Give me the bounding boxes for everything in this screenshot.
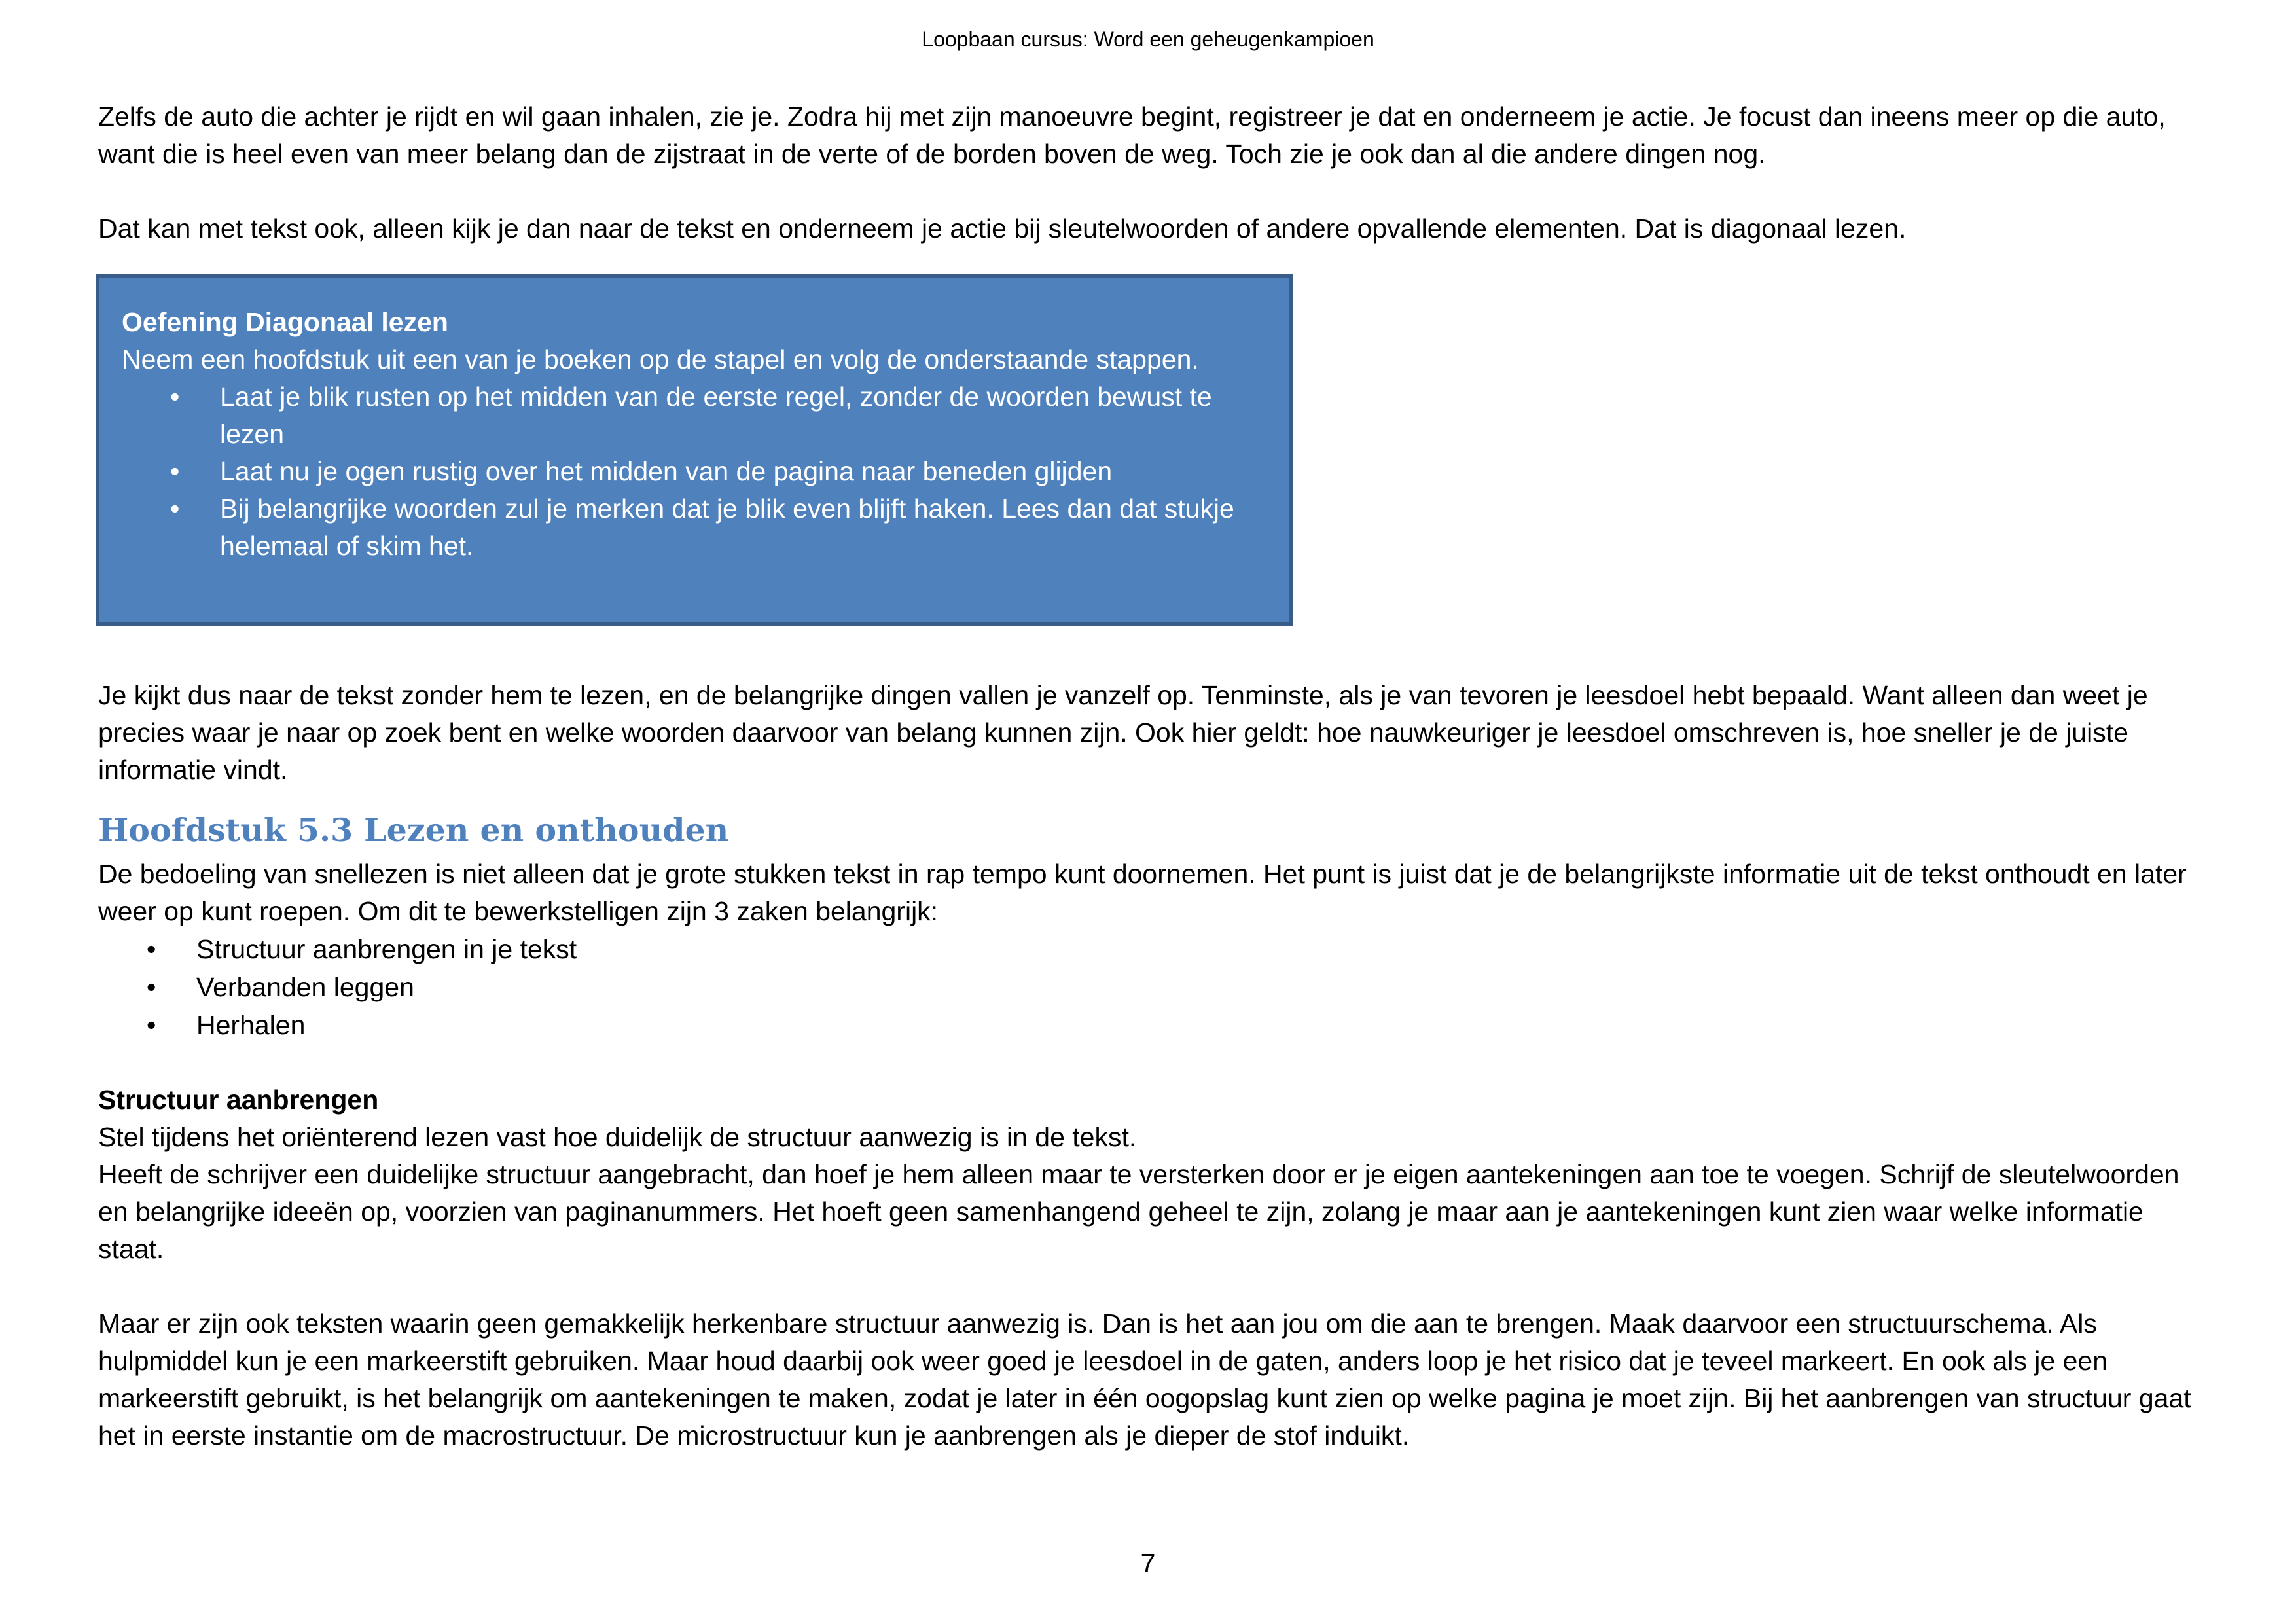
- exercise-title: Oefening Diagonaal lezen: [122, 307, 448, 337]
- paragraph-author-structure: Heeft de schrijver een duidelijke structuur aangebracht, dan hoef je hem alleen maar te versterken door er je eigen aantekeningen aan toe te voegen. Schrijf de sleutelwoorden en belangrijke ideeën op, voorzien van paginanummers. Het hoeft geen samenhangend geheel te zijn, zolang je maar aan je aantekeningen kunt zien waar welke informatie staat.: [98, 1159, 2179, 1264]
- exercise-step: [122, 490, 1267, 565]
- exercise-step: [122, 378, 1267, 453]
- paragraph-reading-goal: Je kijkt dus naar de tekst zonder hem te lezen, en de belangrijke dingen vallen je vanzelf op. Tenminste, als je van tevoren je leesdoel hebt bepaald. Want alleen dan weet je precies waar je naar op zoek bent en welke woorden daarvoor van belang kunnen zijn. Ook hier geldt: hoe nauwkeuriger je leesdoel omschreven is, hoe sneller je de juiste informatie vindt.: [98, 680, 2148, 785]
- bullet-icon: •: [147, 972, 156, 1002]
- list-item-text: Herhalen: [196, 1010, 306, 1040]
- bullet-icon: •: [170, 494, 180, 524]
- page-body: [98, 98, 2212, 1454]
- section-heading: Hoofdstuk 5.3 Lezen en onthouden: [98, 811, 729, 849]
- bullet-icon: •: [170, 382, 180, 412]
- exercise-step: [122, 453, 1267, 490]
- list-item: [98, 930, 2212, 968]
- key-points-list: [98, 930, 2212, 1044]
- list-item: [98, 968, 2212, 1006]
- paragraph-diagonal-reading: Dat kan met tekst ook, alleen kijk je dan naar de tekst en onderneem je actie bij sleutelwoorden of andere opvallende elementen. Dat is diagonaal lezen.: [98, 213, 1907, 244]
- subheading: Structuur aanbrengen: [98, 1085, 379, 1115]
- list-item: [98, 1006, 2212, 1044]
- list-item-text: Verbanden leggen: [196, 972, 414, 1002]
- paragraph-car-overtaking: Zelfs de auto die achter je rijdt en wil gaan inhalen, zie je. Zodra hij met zijn manoeuvre begint, registreer je dat en onderneem je actie. Je focust dan ineens meer op die auto, want die is heel even van meer belang dan de zijstraat in de verte of de borden boven de weg. Toch zie je ook dan al die andere dingen nog.: [98, 101, 2166, 169]
- bullet-icon: •: [170, 456, 180, 486]
- paragraph-no-structure: Maar er zijn ook teksten waarin geen gemakkelijk herkenbare structuur aanwezig is. Dan is het aan jou om die aan te brengen. Maak daarvoor een structuurschema. Als hulpmiddel kun je een markeerstift gebruiken. Maar houd daarbij ook weer goed je leesdoel in de gaten, anders loop je het risico dat je teveel markeert. En ook als je een markeerstift gebruikt, is het belangrijk om aantekeningen te maken, zodat je later in één oogopslag kunt zien op welke pagina je moet zijn. Bij het aanbrengen van structuur gaat het in eerste instantie om de macrostructuur. De microstructuur kun je aanbrengen als je dieper de stof induikt.: [98, 1308, 2191, 1451]
- bullet-icon: •: [147, 934, 156, 964]
- exercise-step-text: Bij belangrijke woorden zul je merken dat je blik even blijft haken. Lees dan dat stukje helemaal of skim het.: [220, 494, 1234, 561]
- list-item-text: Structuur aanbrengen in je tekst: [196, 934, 577, 964]
- exercise-steps: [122, 378, 1267, 565]
- exercise-step-text: Laat nu je ogen rustig over het midden van de pagina naar beneden glijden: [220, 456, 1113, 486]
- paragraph-orienting: Stel tijdens het oriënterend lezen vast hoe duidelijk de structuur aanwezig is in de tekst.: [98, 1122, 1137, 1152]
- exercise-step-text: Laat je blik rusten op het midden van de eerste regel, zonder de woorden bewust te lezen: [220, 382, 1212, 449]
- bullet-icon: •: [147, 1010, 156, 1040]
- exercise-box: [96, 274, 1293, 626]
- running-header: Loopbaan cursus: Word een geheugenkampioen: [922, 27, 1374, 51]
- page-number: 7: [1140, 1548, 1156, 1578]
- exercise-intro: Neem een hoofdstuk uit een van je boeken op de stapel en volg de onderstaande stappen.: [122, 344, 1199, 374]
- paragraph-speed-reading: De bedoeling van snellezen is niet alleen dat je grote stukken tekst in rap tempo kunt doornemen. Het punt is juist dat je de belangrijkste informatie uit de tekst onthoudt en later weer op kunt roepen. Om dit te bewerkstelligen zijn 3 zaken belangrijk:: [98, 859, 2187, 926]
